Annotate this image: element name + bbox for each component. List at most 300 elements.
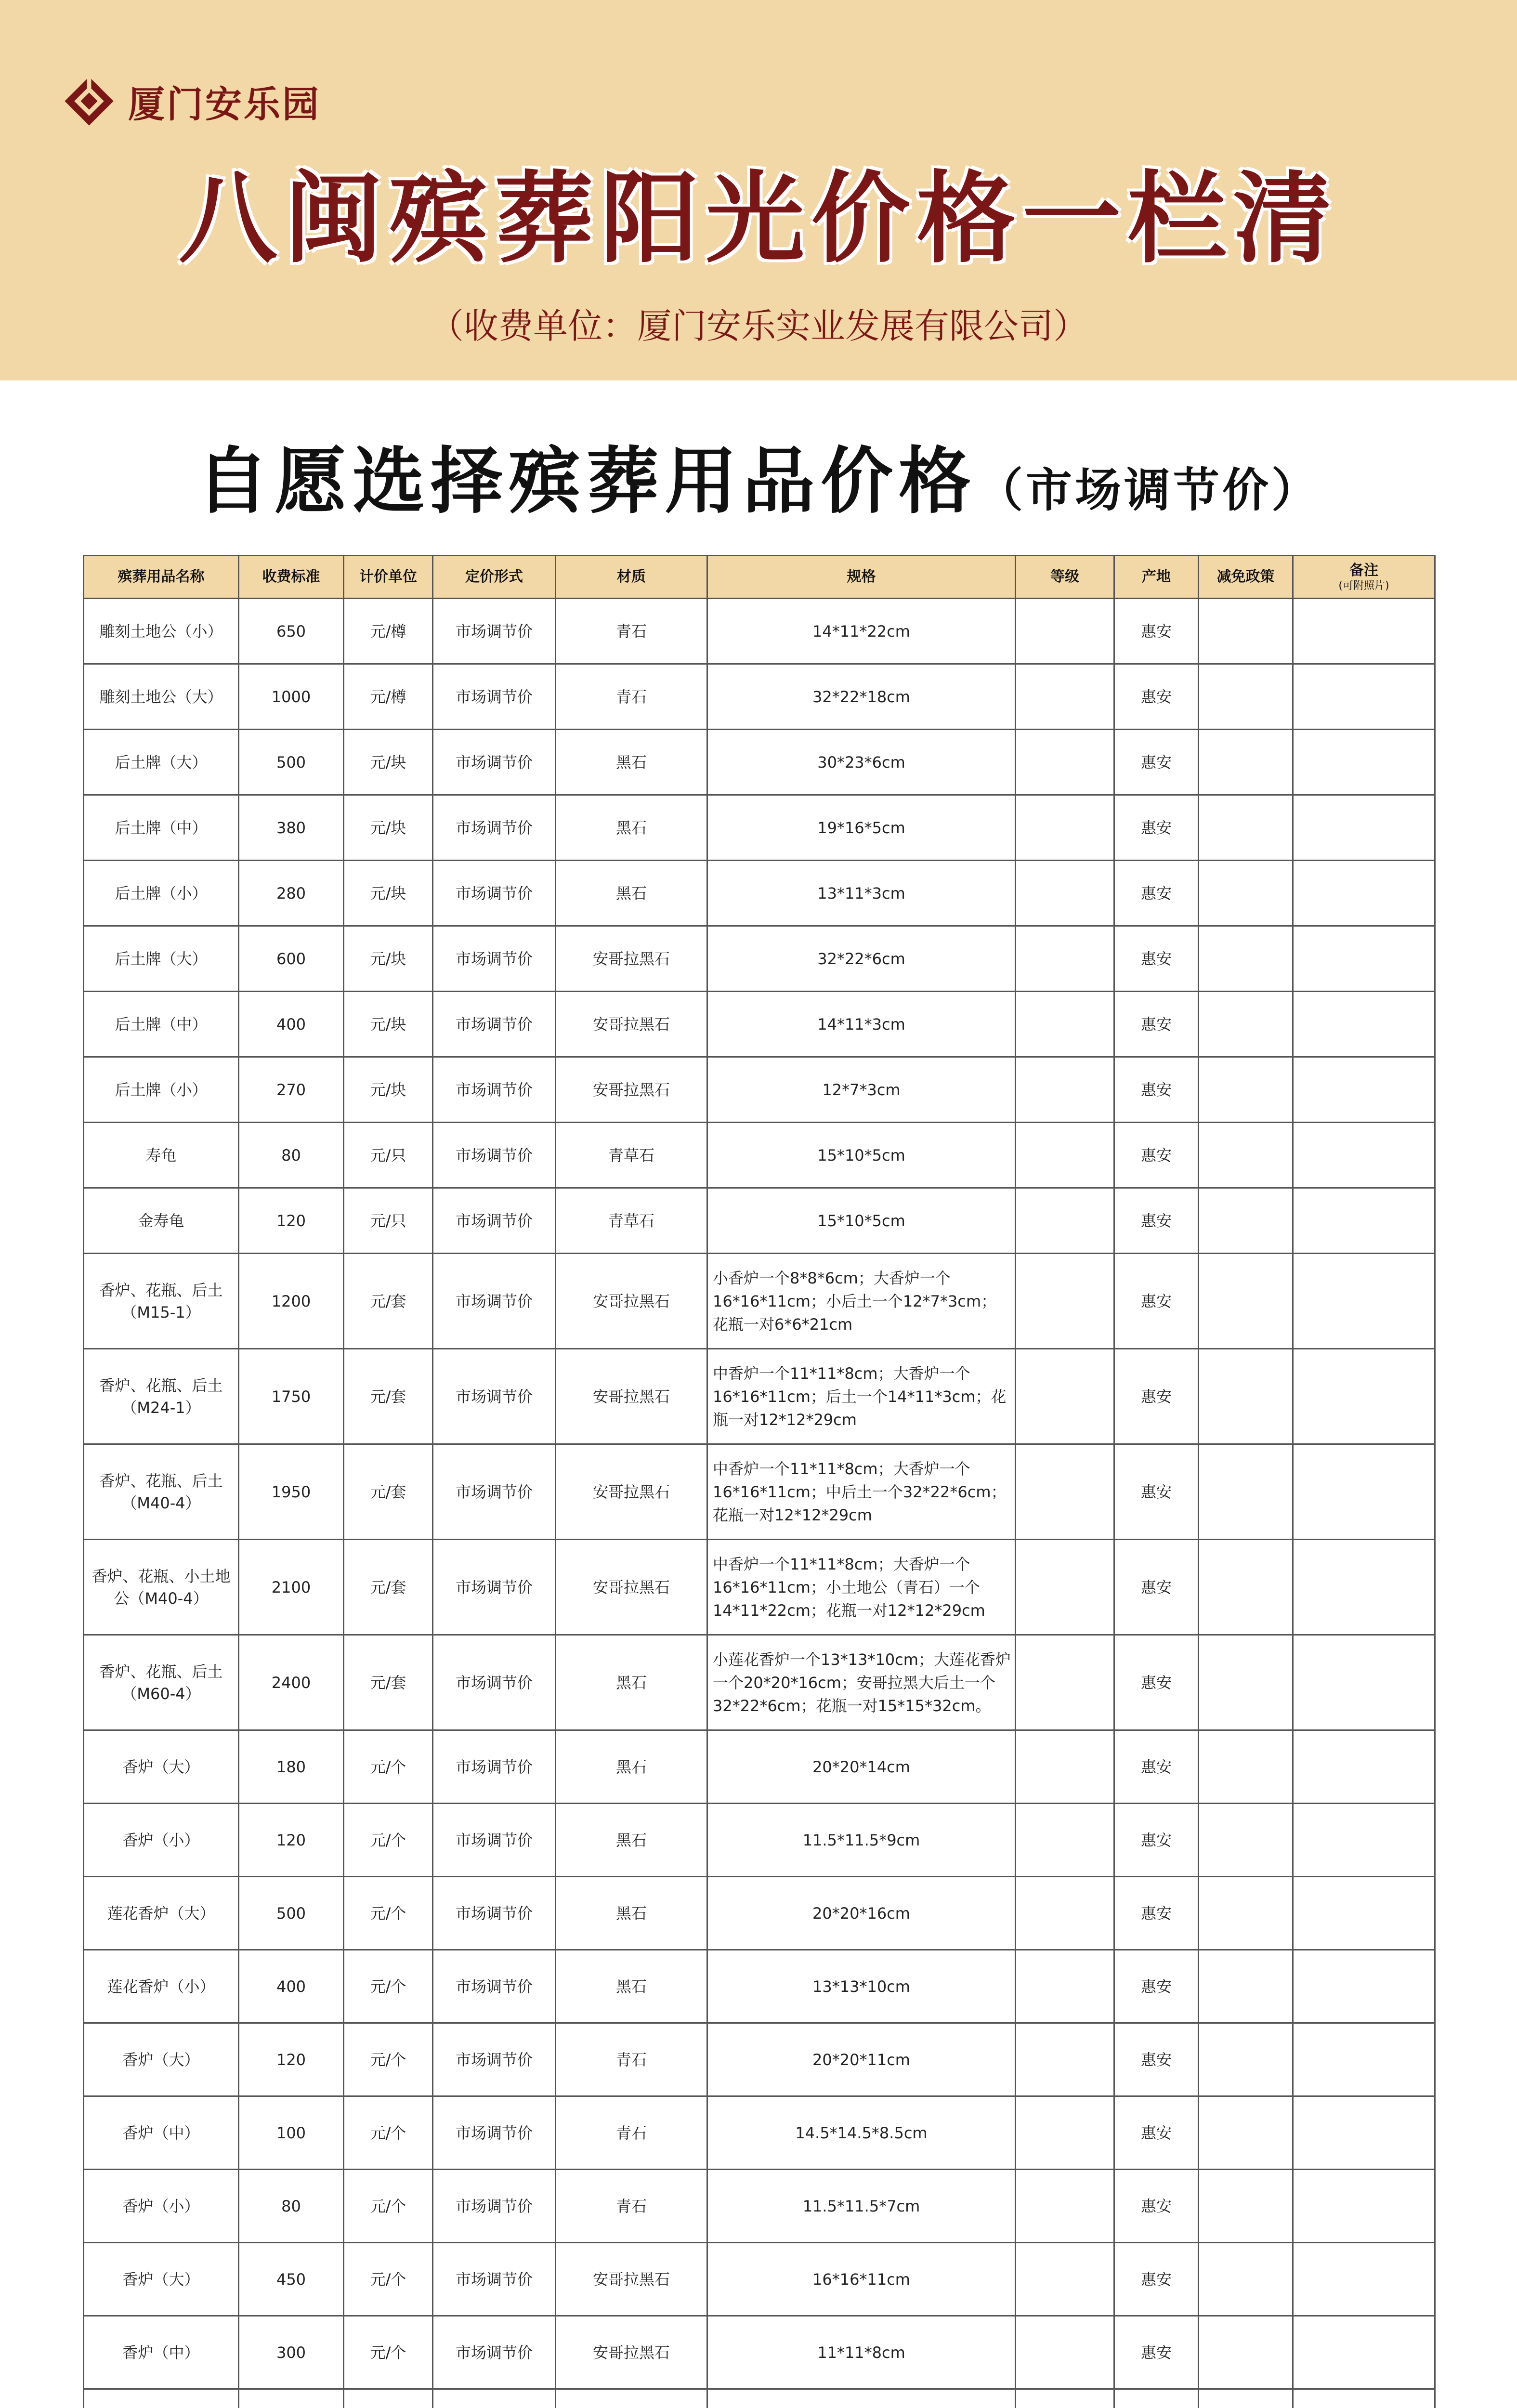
cell-grade	[1016, 2316, 1114, 2389]
cell-spec: 14*11*3cm	[707, 992, 1016, 1057]
cell-grade	[1016, 599, 1114, 664]
cell-pricing: 市场调节价	[433, 2096, 556, 2170]
cell-price: 80	[239, 2170, 344, 2243]
cell-grade	[1016, 2023, 1114, 2096]
cell-policy	[1199, 861, 1293, 926]
cell-origin: 惠安	[1114, 2023, 1199, 2096]
cell-price: 400	[239, 1950, 344, 2023]
table-row	[84, 926, 1435, 992]
table-row	[84, 992, 1435, 1057]
cell-name: 后土牌（小）	[84, 1057, 239, 1123]
cell-grade	[1016, 1254, 1114, 1349]
cell-material: 黑石	[556, 1804, 707, 1877]
cell-grade	[1016, 664, 1114, 730]
cell-material: 安哥拉黑石	[556, 2316, 707, 2389]
cell-unit: 元/个	[344, 1950, 433, 2023]
cell-pricing: 市场调节价	[433, 1877, 556, 1950]
table-row	[84, 1730, 1435, 1804]
cell-material: 黑石	[556, 1950, 707, 2023]
table-row	[84, 664, 1435, 730]
cell-unit: 元/块	[344, 795, 433, 861]
cell-price: 450	[239, 2243, 344, 2316]
table-row	[84, 2316, 1435, 2389]
cell-unit: 元/块	[344, 926, 433, 992]
cell-grade	[1016, 1950, 1114, 2023]
cell-note	[1293, 1635, 1435, 1730]
cell-note	[1293, 1877, 1435, 1950]
cell-origin: 惠安	[1114, 599, 1199, 664]
cell-material: 安哥拉黑石	[556, 2243, 707, 2316]
cell-material: 安哥拉黑石	[556, 992, 707, 1057]
cell-spec: 15*10*5cm	[707, 1188, 1016, 1254]
cell-name: 后土牌（中）	[84, 795, 239, 861]
table-row	[84, 2023, 1435, 2096]
cell-material: 黑石	[556, 795, 707, 861]
cell-policy	[1199, 2023, 1293, 2096]
cell-material: 安哥拉黑石	[556, 1540, 707, 1635]
price-table	[83, 555, 1436, 2408]
cell-grade	[1016, 1057, 1114, 1123]
cell-grade	[1016, 1540, 1114, 1635]
table-row	[84, 1254, 1435, 1349]
table-row	[84, 1349, 1435, 1444]
cell-origin: 惠安	[1114, 1540, 1199, 1635]
table-row	[84, 1804, 1435, 1877]
cell-name: 香炉（大）	[84, 2023, 239, 2096]
cell-unit: 元/个	[344, 1804, 433, 1877]
cell-material: 青石	[556, 664, 707, 730]
table-row	[84, 730, 1435, 795]
cell-material: 青石	[556, 599, 707, 664]
cell-name: 香炉（中）	[84, 2316, 239, 2389]
cell-unit: 元/樽	[344, 599, 433, 664]
cell-grade	[1016, 861, 1114, 926]
cell-policy	[1199, 2170, 1293, 2243]
cell-note	[1293, 2170, 1435, 2243]
cell-price: 500	[239, 1877, 344, 1950]
table-row	[84, 2243, 1435, 2316]
cell-spec	[707, 2389, 1016, 2408]
cell-grade	[1016, 2096, 1114, 2170]
cell-pricing: 市场调节价	[433, 2023, 556, 2096]
price-table-wrapper	[83, 555, 1434, 2408]
table-row	[84, 2096, 1435, 2170]
cell-policy	[1199, 1123, 1293, 1188]
col-header-price: 收费标准	[239, 556, 344, 599]
cell-origin: 惠安	[1114, 1877, 1199, 1950]
cell-policy	[1199, 2096, 1293, 2170]
col-header-note-label: 备注	[1349, 562, 1378, 579]
cell-note	[1293, 1950, 1435, 2023]
cell-note	[1293, 1444, 1435, 1540]
cell-name: 金寿龟	[84, 1188, 239, 1254]
cell-price: 400	[239, 992, 344, 1057]
cell-unit: 元/套	[344, 1349, 433, 1444]
cell-spec: 15*10*5cm	[707, 1123, 1016, 1188]
cell-name	[84, 2389, 239, 2408]
cell-material: 青草石	[556, 1188, 707, 1254]
cell-origin: 惠安	[1114, 1444, 1199, 1540]
cell-spec: 13*11*3cm	[707, 861, 1016, 926]
cell-material: 安哥拉黑石	[556, 1444, 707, 1540]
cell-unit: 元/只	[344, 1123, 433, 1188]
cell-name: 香炉（小）	[84, 1804, 239, 1877]
cell-policy	[1199, 730, 1293, 795]
table-row	[84, 1188, 1435, 1254]
cell-unit: 元/个	[344, 2243, 433, 2316]
cell-note	[1293, 2023, 1435, 2096]
cell-price: 270	[239, 1057, 344, 1123]
cell-origin: 惠安	[1114, 730, 1199, 795]
cell-policy	[1199, 1540, 1293, 1635]
cell-note	[1293, 861, 1435, 926]
cell-grade	[1016, 1877, 1114, 1950]
cell-origin: 惠安	[1114, 1349, 1199, 1444]
cell-origin: 惠安	[1114, 2170, 1199, 2243]
cell-grade	[1016, 926, 1114, 992]
cell-note	[1293, 926, 1435, 992]
cell-spec: 中香炉一个11*11*8cm；大香炉一个16*16*11cm；小土地公（青石）一个14*11*22cm；花瓶一对12*12*29cm	[707, 1540, 1016, 1635]
cell-price: 280	[239, 861, 344, 926]
table-body	[84, 599, 1435, 2408]
header-banner	[0, 0, 1517, 380]
cell-pricing: 市场调节价	[433, 795, 556, 861]
cell-note	[1293, 730, 1435, 795]
cell-pricing: 市场调节价	[433, 1254, 556, 1349]
cell-origin: 惠安	[1114, 2096, 1199, 2170]
cell-unit: 元/个	[344, 2170, 433, 2243]
cell-note	[1293, 1730, 1435, 1804]
cell-pricing: 市场调节价	[433, 1730, 556, 1804]
col-header-spec: 规格	[707, 556, 1016, 599]
cell-price: 1950	[239, 1444, 344, 1540]
cell-spec: 20*20*11cm	[707, 2023, 1016, 2096]
cell-grade	[1016, 1730, 1114, 1804]
cell-unit: 元/套	[344, 1635, 433, 1730]
cell-origin: 惠安	[1114, 1730, 1199, 1804]
cell-pricing: 市场调节价	[433, 1804, 556, 1877]
cell-price: 300	[239, 2316, 344, 2389]
cell-grade	[1016, 1635, 1114, 1730]
cell-origin: 惠安	[1114, 795, 1199, 861]
cell-pricing: 市场调节价	[433, 2243, 556, 2316]
cell-spec: 16*16*11cm	[707, 2243, 1016, 2316]
cell-note	[1293, 1254, 1435, 1349]
cell-pricing: 市场调节价	[433, 1188, 556, 1254]
cell-grade	[1016, 1123, 1114, 1188]
cell-pricing: 市场调节价	[433, 2170, 556, 2243]
cell-pricing: 市场调节价	[433, 664, 556, 730]
cell-origin: 惠安	[1114, 1057, 1199, 1123]
logo-text: 厦门安乐园	[128, 82, 321, 126]
cell-price: 650	[239, 599, 344, 664]
cell-pricing: 市场调节价	[433, 1444, 556, 1540]
cell-price: 600	[239, 926, 344, 992]
cell-price: 1200	[239, 1254, 344, 1349]
table-row	[84, 1950, 1435, 2023]
table-header-row	[84, 556, 1435, 599]
cell-policy	[1199, 664, 1293, 730]
table-row	[84, 2389, 1435, 2408]
logo	[63, 67, 321, 135]
cell-spec: 30*23*6cm	[707, 730, 1016, 795]
cell-name: 香炉（小）	[84, 2170, 239, 2243]
cell-name: 后土牌（小）	[84, 861, 239, 926]
cell-policy	[1199, 795, 1293, 861]
cell-origin: 惠安	[1114, 2316, 1199, 2389]
cell-name: 香炉（中）	[84, 2096, 239, 2170]
cell-unit: 元/套	[344, 1540, 433, 1635]
col-header-pricing: 定价形式	[433, 556, 556, 599]
cell-price: 100	[239, 2096, 344, 2170]
cell-policy	[1199, 1349, 1293, 1444]
cell-name: 莲花香炉（大）	[84, 1877, 239, 1950]
cell-policy	[1199, 2389, 1293, 2408]
cell-material: 青石	[556, 2023, 707, 2096]
cell-spec: 32*22*6cm	[707, 926, 1016, 992]
section-title-main: 自愿选择殡葬用品价格	[196, 440, 977, 523]
cell-policy	[1199, 1804, 1293, 1877]
cell-note	[1293, 2389, 1435, 2408]
cell-pricing: 市场调节价	[433, 861, 556, 926]
cell-grade	[1016, 2389, 1114, 2408]
section-title-suffix: （市场调节价）	[977, 463, 1321, 517]
cell-spec: 32*22*18cm	[707, 664, 1016, 730]
cell-pricing: 市场调节价	[433, 1950, 556, 2023]
cell-spec: 11.5*11.5*7cm	[707, 2170, 1016, 2243]
col-header-origin: 产地	[1114, 556, 1199, 599]
cell-grade	[1016, 992, 1114, 1057]
cell-unit: 元/块	[344, 1057, 433, 1123]
cell-material: 安哥拉黑石	[556, 1254, 707, 1349]
cell-policy	[1199, 2316, 1293, 2389]
cell-unit: 元/个	[344, 1877, 433, 1950]
cell-note	[1293, 1188, 1435, 1254]
cell-unit: 元/套	[344, 1444, 433, 1540]
col-header-name: 殡葬用品名称	[84, 556, 239, 599]
cell-name: 莲花香炉（小）	[84, 1950, 239, 2023]
cell-unit: 元/只	[344, 1188, 433, 1254]
cell-unit: 元/块	[344, 992, 433, 1057]
cell-note	[1293, 1123, 1435, 1188]
cell-material: 黑石	[556, 1730, 707, 1804]
cell-name: 香炉、花瓶、小土地公（M40-4）	[84, 1540, 239, 1635]
cell-price: 2400	[239, 1635, 344, 1730]
cell-spec: 20*20*16cm	[707, 1877, 1016, 1950]
cell-pricing: 市场调节价	[433, 1123, 556, 1188]
cell-spec: 12*7*3cm	[707, 1057, 1016, 1123]
cell-material: 黑石	[556, 861, 707, 926]
cell-spec: 14*11*22cm	[707, 599, 1016, 664]
col-header-grade: 等级	[1016, 556, 1114, 599]
table-row	[84, 1444, 1435, 1540]
cell-spec: 小香炉一个8*8*6cm；大香炉一个16*16*11cm；小后土一个12*7*3cm；花瓶一对6*6*21cm	[707, 1254, 1016, 1349]
cell-policy	[1199, 926, 1293, 992]
cell-policy	[1199, 1635, 1293, 1730]
cell-price: 380	[239, 795, 344, 861]
cell-note	[1293, 795, 1435, 861]
cell-origin: 惠安	[1114, 1254, 1199, 1349]
cell-name: 后土牌（中）	[84, 992, 239, 1057]
cell-origin: 惠安	[1114, 1635, 1199, 1730]
cell-note	[1293, 992, 1435, 1057]
cell-spec: 小莲花香炉一个13*13*10cm；大莲花香炉一个20*20*16cm；安哥拉黑大后土一个32*22*6cm；花瓶一对15*15*32cm。	[707, 1635, 1016, 1730]
table-row	[84, 1635, 1435, 1730]
cell-spec: 13*13*10cm	[707, 1950, 1016, 2023]
cell-grade	[1016, 2170, 1114, 2243]
cell-unit: 元/樽	[344, 664, 433, 730]
cell-material: 青草石	[556, 1123, 707, 1188]
cell-pricing: 市场调节价	[433, 1057, 556, 1123]
cell-origin: 惠安	[1114, 1950, 1199, 2023]
cell-unit: 元/块	[344, 861, 433, 926]
cell-policy	[1199, 1188, 1293, 1254]
cell-unit: 元/个	[344, 2096, 433, 2170]
cell-spec: 11.5*11.5*9cm	[707, 1804, 1016, 1877]
cell-price: 120	[239, 1188, 344, 1254]
cell-spec: 19*16*5cm	[707, 795, 1016, 861]
cell-origin: 惠安	[1114, 992, 1199, 1057]
cell-name: 后土牌（大）	[84, 730, 239, 795]
table-row	[84, 2170, 1435, 2243]
cell-grade	[1016, 1444, 1114, 1540]
cell-name: 香炉（大）	[84, 1730, 239, 1804]
table-row	[84, 1540, 1435, 1635]
table-row	[84, 1877, 1435, 1950]
page-title: 八闽殡葬阳光价格一栏清	[178, 162, 1339, 276]
cell-price: 180	[239, 1730, 344, 1804]
cell-origin: 惠安	[1114, 1188, 1199, 1254]
cell-note	[1293, 1804, 1435, 1877]
cell-price	[239, 2389, 344, 2408]
cell-note	[1293, 2316, 1435, 2389]
cell-note	[1293, 1057, 1435, 1123]
cell-material: 青石	[556, 2096, 707, 2170]
cell-material: 安哥拉黑石	[556, 1349, 707, 1444]
cell-spec: 中香炉一个11*11*8cm；大香炉一个16*16*11cm；中后土一个32*22*6cm；花瓶一对12*12*29cm	[707, 1444, 1016, 1540]
cell-origin: 惠安	[1114, 861, 1199, 926]
cell-name: 雕刻土地公（小）	[84, 599, 239, 664]
cell-grade	[1016, 1804, 1114, 1877]
cell-spec: 20*20*14cm	[707, 1730, 1016, 1804]
cell-policy	[1199, 1730, 1293, 1804]
cell-name: 香炉、花瓶、后土（M40-4）	[84, 1444, 239, 1540]
cell-policy	[1199, 2243, 1293, 2316]
cell-pricing: 市场调节价	[433, 926, 556, 992]
cell-note	[1293, 1540, 1435, 1635]
cell-price: 1750	[239, 1349, 344, 1444]
cell-name: 香炉、花瓶、后土（M60-4）	[84, 1635, 239, 1730]
col-header-note-sub: (可附照片)	[1338, 580, 1389, 592]
logo-diamond-icon	[63, 75, 116, 128]
cell-policy	[1199, 1950, 1293, 2023]
cell-name: 后土牌（大）	[84, 926, 239, 992]
col-header-unit: 计价单位	[344, 556, 433, 599]
cell-pricing: 市场调节价	[433, 1635, 556, 1730]
cell-name: 寿龟	[84, 1123, 239, 1188]
cell-material: 黑石	[556, 1635, 707, 1730]
cell-material: 黑石	[556, 730, 707, 795]
cell-policy	[1199, 1057, 1293, 1123]
table-row	[84, 1057, 1435, 1123]
col-header-material: 材质	[556, 556, 707, 599]
cell-grade	[1016, 1349, 1114, 1444]
cell-origin	[1114, 2389, 1199, 2408]
cell-material: 安哥拉黑石	[556, 1057, 707, 1123]
cell-origin: 惠安	[1114, 1804, 1199, 1877]
cell-unit: 元/个	[344, 2316, 433, 2389]
section-title	[0, 433, 1517, 552]
cell-unit: 元/套	[344, 1254, 433, 1349]
cell-unit	[344, 2389, 433, 2408]
cell-policy	[1199, 1444, 1293, 1540]
cell-pricing: 市场调节价	[433, 1349, 556, 1444]
cell-name: 雕刻土地公（大）	[84, 664, 239, 730]
table-row	[84, 861, 1435, 926]
table-row	[84, 1123, 1435, 1188]
cell-origin: 惠安	[1114, 1123, 1199, 1188]
cell-note	[1293, 2243, 1435, 2316]
cell-material: 黑石	[556, 1877, 707, 1950]
cell-note	[1293, 1349, 1435, 1444]
page-subtitle: （收费单位：厦门安乐实业发展有限公司）	[429, 306, 1088, 346]
cell-pricing: 市场调节价	[433, 730, 556, 795]
cell-note	[1293, 599, 1435, 664]
cell-note	[1293, 2096, 1435, 2170]
cell-origin: 惠安	[1114, 926, 1199, 992]
cell-pricing	[433, 2389, 556, 2408]
cell-origin: 惠安	[1114, 2243, 1199, 2316]
cell-material: 青石	[556, 2170, 707, 2243]
cell-spec: 11*11*8cm	[707, 2316, 1016, 2389]
table-row	[84, 795, 1435, 861]
cell-grade	[1016, 730, 1114, 795]
cell-note	[1293, 664, 1435, 730]
cell-spec: 14.5*14.5*8.5cm	[707, 2096, 1016, 2170]
table-row	[84, 599, 1435, 664]
cell-unit: 元/个	[344, 2023, 433, 2096]
cell-price: 80	[239, 1123, 344, 1188]
cell-name: 香炉（大）	[84, 2243, 239, 2316]
cell-pricing: 市场调节价	[433, 1540, 556, 1635]
cell-policy	[1199, 992, 1293, 1057]
cell-material	[556, 2389, 707, 2408]
cell-name: 香炉、花瓶、后土（M15-1）	[84, 1254, 239, 1349]
cell-grade	[1016, 2243, 1114, 2316]
cell-origin: 惠安	[1114, 664, 1199, 730]
cell-spec: 中香炉一个11*11*8cm；大香炉一个16*16*11cm；后土一个14*11*3cm；花瓶一对12*12*29cm	[707, 1349, 1016, 1444]
cell-price: 1000	[239, 664, 344, 730]
cell-price: 120	[239, 1804, 344, 1877]
cell-pricing: 市场调节价	[433, 599, 556, 664]
cell-policy	[1199, 1877, 1293, 1950]
cell-name: 香炉、花瓶、后土（M24-1）	[84, 1349, 239, 1444]
cell-policy	[1199, 599, 1293, 664]
cell-policy	[1199, 1254, 1293, 1349]
cell-grade	[1016, 795, 1114, 861]
cell-price: 500	[239, 730, 344, 795]
cell-grade	[1016, 1188, 1114, 1254]
col-header-policy: 减免政策	[1199, 556, 1293, 599]
cell-unit: 元/块	[344, 730, 433, 795]
cell-material: 安哥拉黑石	[556, 926, 707, 992]
cell-pricing: 市场调节价	[433, 992, 556, 1057]
cell-price: 2100	[239, 1540, 344, 1635]
cell-price: 120	[239, 2023, 344, 2096]
cell-pricing: 市场调节价	[433, 2316, 556, 2389]
col-header-note	[1293, 556, 1435, 599]
cell-unit: 元/个	[344, 1730, 433, 1804]
